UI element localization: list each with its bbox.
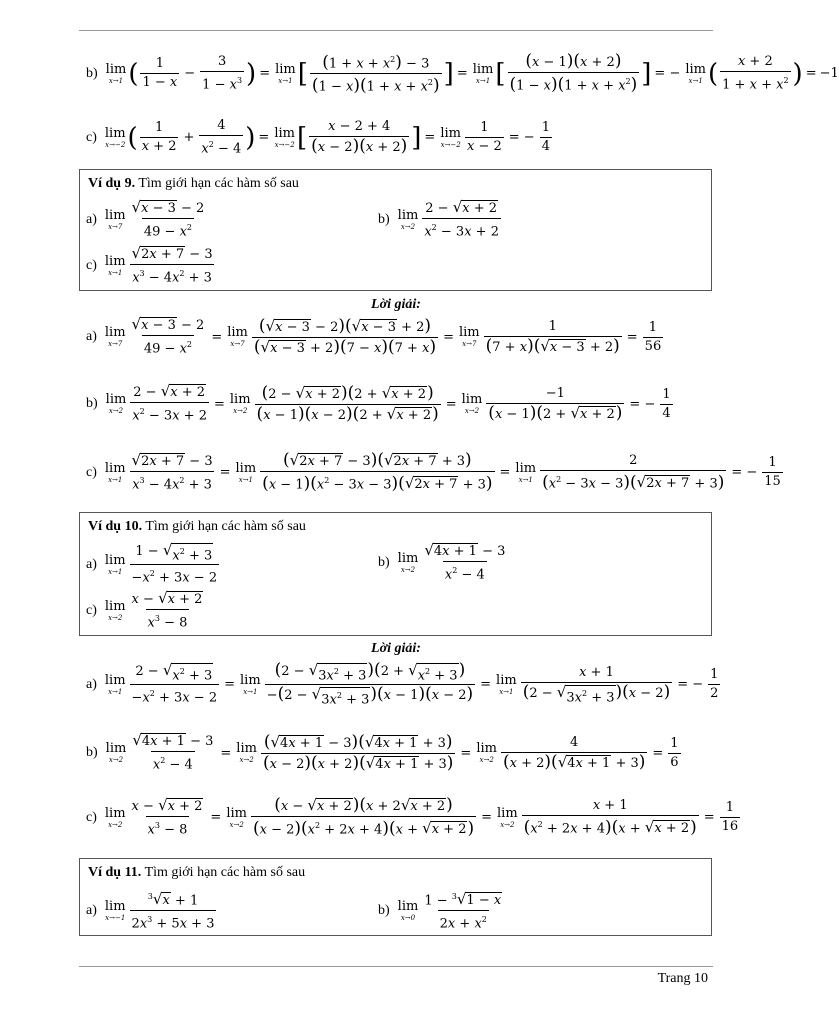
footer-rule bbox=[79, 966, 713, 967]
example-11-title: Ví dụ 11. Tìm giới hạn các hàm số sau bbox=[88, 865, 306, 880]
example-9-box: Ví dụ 9. Tìm giới hạn các hàm số sau a) lim x→7 √ x − 3 − 2 $49 - x^2$ b) lim x→2 2 − √ x + 2 $x^2 - 3x + 2$ c) lim x→1 √ 2x + 7 − 3 $x^3 - 4x^2 + 3$ bbox=[79, 169, 712, 291]
solution-10c: c) lim x→2 x − √ x + 2 $x^3 - 8$ = lim x→2 (x − √ x + 2 )(x + 2 √ x + 2 ) $(x - 2)(x^2 + 2x + 4)(x$ + √ x + 2 ) = lim x→2 x + 1 $(x^2 + 2x + 4)(x$ + √ x + 2 ) = $\frac{1}{16}$ bbox=[86, 795, 739, 839]
solution-10a: a) lim x→1 2 − √ $x^2 + 3$ $-x^2 + 3x - 2$ = lim x→1 (2 − √ $3x^2 + 3$ )(2 + √ $x^2 + 3$ ) −(2 − √ $3x^2 + 3$ )(x − 1)(x − 2) = lim x→1 x + 1 (2 − √ $3x^2 + 3$ )(x − 2) = − $\frac{1}{2}$ bbox=[86, 660, 719, 708]
example-10-title: Ví dụ 10. Tìm giới hạn các hàm số sau bbox=[88, 519, 306, 534]
solution-10b: b) lim x→2 √ 4x + 1 − 3 $x^2 - 4$ = lim x→2 ( √ 4x + 1 − 3)( √ 4x + 1 + 3) (x − 2)(x + 2)( √ 4x + 1 + 3) = lim x→2 4 (x + 2)( √ 4x + 1 + 3) = $\frac{1}{6}$ bbox=[86, 731, 679, 773]
solution-heading-2: Lời giải: bbox=[371, 641, 421, 656]
solution-9c: c) lim x→1 √ 2x + 7 − 3 $x^3 - 4x^2 + 3$ = lim x→1 ( √ 2x + 7 − 3)( √ 2x + 7 + 3) $(x - 1)(x^2 - 3x - 3)$( √ 2x + 7 + 3) = lim x→1 2 $(x^2 - 3x - 3)$( √ 2x + 7 + 3) = − $\frac{1}{15}$ bbox=[86, 450, 781, 494]
example-10-box: Ví dụ 10. Tìm giới hạn các hàm số sau a) lim x→1 1 − √ $x^2 + 3$ $-x^2 + 3x - 2$ b) lim x→2 √ 4x + 1 − 3 $x^2 - 4$ c) lim x→2 x − √ x + 2 $x^3 - 8$ bbox=[79, 512, 712, 636]
header-rule bbox=[79, 30, 713, 31]
example-9-title: Ví dụ 9. Tìm giới hạn các hàm số sau bbox=[88, 176, 299, 191]
solution-heading: Lời giải: bbox=[371, 297, 421, 312]
solution-9a: a) lim x→7 √ x − 3 − 2 $49 - x^2$ = lim x→7 ( √ x − 3 − 2)( √ x − 3 + 2) ( √ x − 3 + 2)(7 − x)(7 + x) = lim x→7 1 (7 + x)( √ x − 3 + 2) = $\frac{1}{56}$ bbox=[86, 315, 662, 357]
solution-top-c: c) lim x→−2 ( 1 x + 2 + $\frac{4}{x^2 - 4}$ ) = lim x→−2 [ x − 2 + 4 (x − 2)(x + 2) ] = lim x→−2 $\frac{1}{x - 2}$ = − $\frac{1}{4}$ bbox=[86, 118, 550, 157]
part-label: b) bbox=[86, 65, 98, 81]
example-11-box: Ví dụ 11. Tìm giới hạn các hàm số sau a) lim x→−1 $^3$ √ x + 1 $2x^3 + 5x + 3$ b) lim x→0 1 − $^3$ √ 1 − x $2x + x^2$ bbox=[79, 858, 712, 936]
solution-9b: b) lim x→2 2 − √ x + 2 $x^2 - 3x + 2$ = lim x→2 (2 − √ x + 2 )(2 + √ x + 2 ) (x − 1)(x − 2)(2 + √ x + 2 ) = lim x→2 −1 (x − 1)(2 + √ x + 2 ) = − $\frac{1}{4}$ bbox=[86, 382, 671, 424]
solution-top-b: b) lim x→1 ( 1 1 − x − $\frac{3}{1 - x^3}$ ) = lim x→1 [ $(1 + x + x^2) - 3$ $(1 - x)(1 + x + x^2)$ ] = lim x→1 [ (x − 1)(x + 2) $(1 - x)(1 + x + x^2)$ ] = − lim x→1 ( x + 2 $1 + x + x^2$ ) = −1 bbox=[86, 51, 839, 96]
page-number: Trang 10 bbox=[657, 971, 708, 986]
